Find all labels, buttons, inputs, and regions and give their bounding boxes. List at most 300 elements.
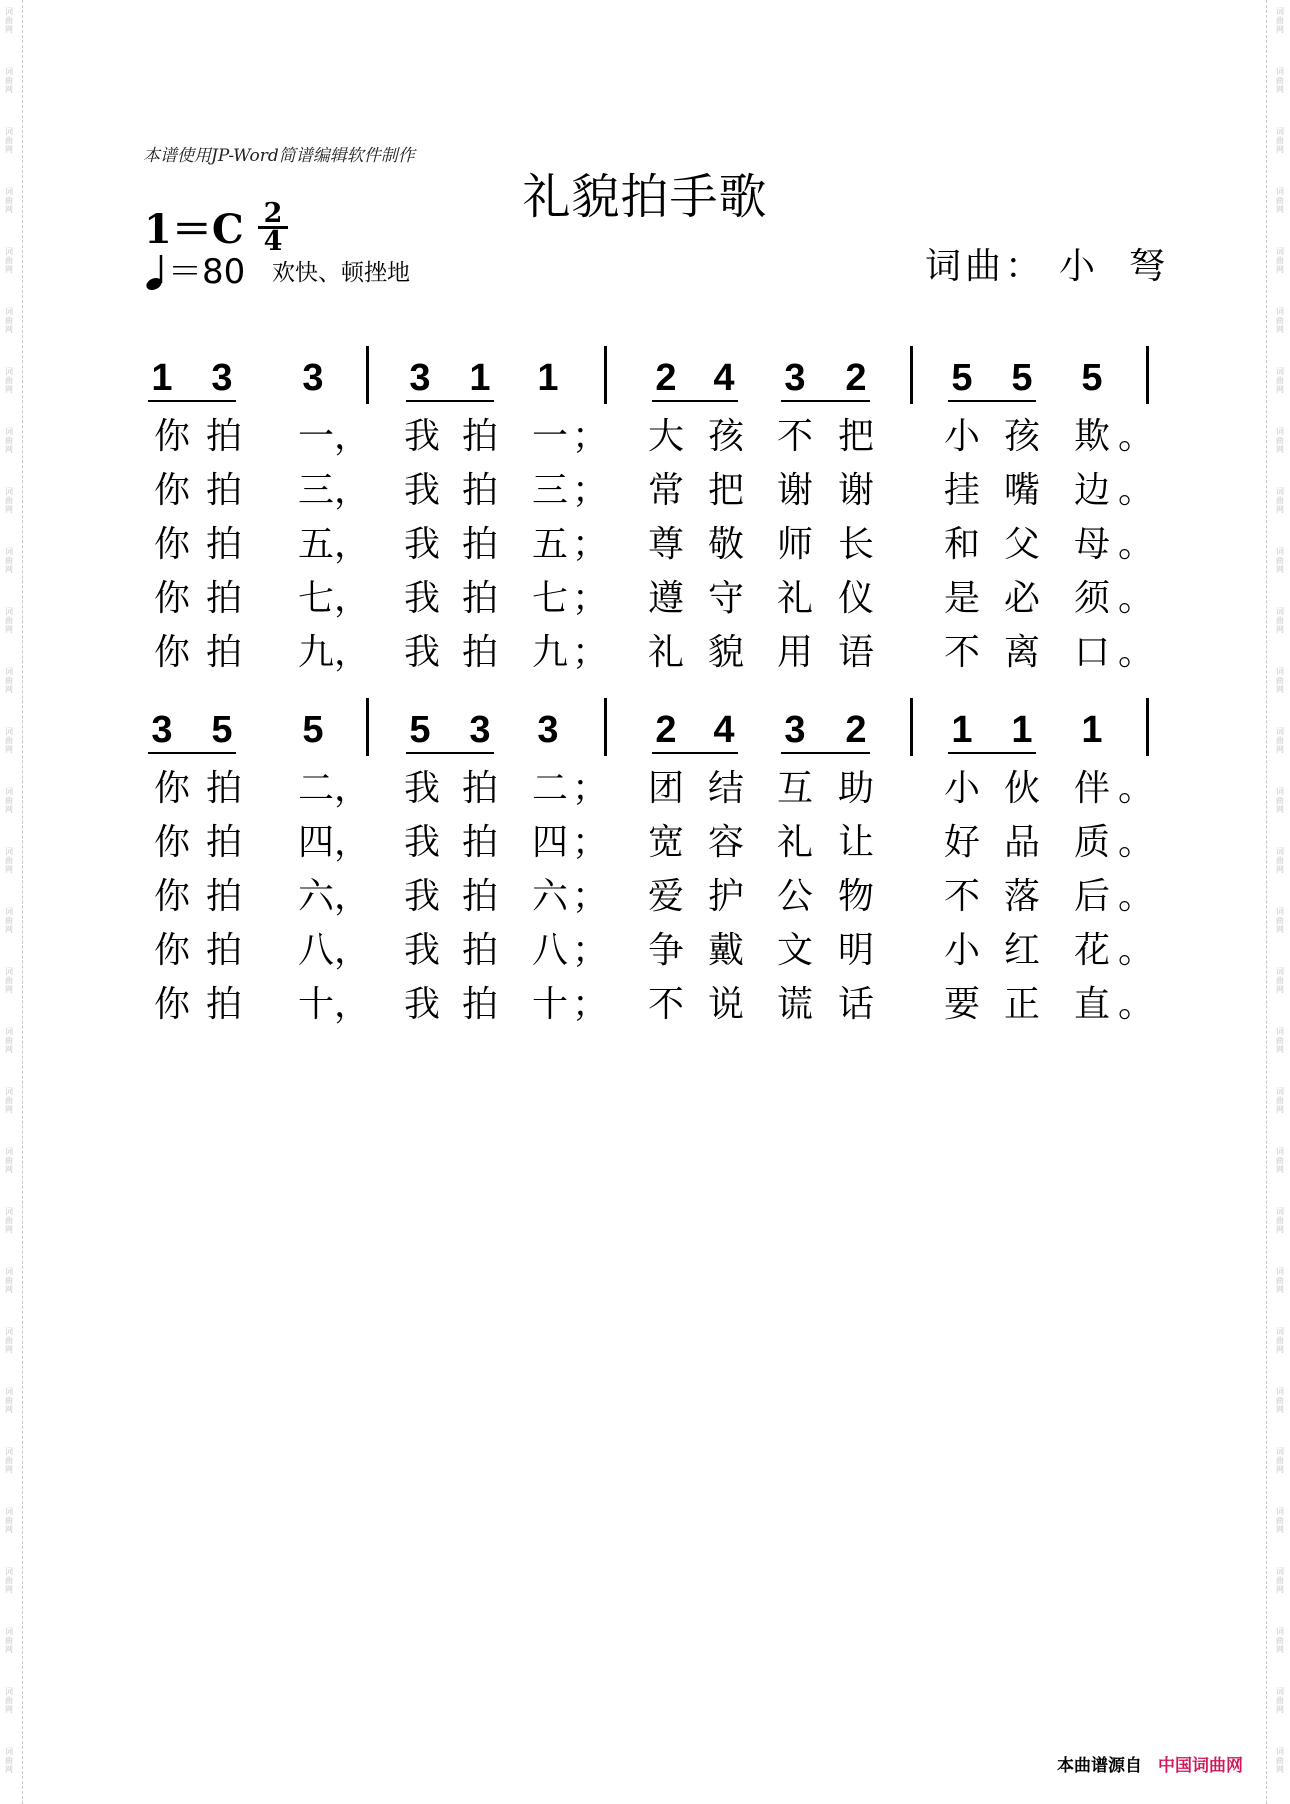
lyric-char: 直 <box>1073 984 1110 1025</box>
lyric-char: 孩 <box>707 416 744 457</box>
note: 3 <box>151 709 173 751</box>
lyric-char: 你 <box>153 768 190 809</box>
lyric-line <box>0 410 1290 464</box>
lyric-char: 六 <box>297 876 334 917</box>
watermark-char: 曲 <box>1276 976 1284 985</box>
watermark-char: 词 <box>1276 1387 1284 1396</box>
watermark-char: 曲 <box>5 1516 13 1525</box>
lyric-char: 拍 <box>461 416 498 457</box>
lyric-char: 让 <box>837 822 874 863</box>
note: 2 <box>655 357 677 399</box>
watermark-char: 网 <box>5 805 13 814</box>
watermark-char: 词 <box>1276 1267 1284 1276</box>
note-underline <box>148 400 236 402</box>
note-underline <box>406 752 494 754</box>
lyric-char: 好 <box>943 822 980 863</box>
watermark-char: 词 <box>5 1147 13 1156</box>
watermark-char: 曲 <box>5 316 13 325</box>
lyric-char: 须 <box>1073 578 1110 619</box>
watermark-char: 网 <box>1276 145 1284 154</box>
lyric-char: 说 <box>707 984 744 1025</box>
watermark-char: 词 <box>1276 487 1284 496</box>
watermark-char: 曲 <box>1276 256 1284 265</box>
lyric-char: 结 <box>707 768 744 809</box>
lyric-char: 小 <box>943 768 980 809</box>
note: 4 <box>713 357 735 399</box>
note: 1 <box>1011 709 1033 751</box>
lyric-char: 。 <box>1117 524 1154 565</box>
lyric-char: 话 <box>837 984 874 1025</box>
note: 1 <box>537 357 559 399</box>
note: 1 <box>469 357 491 399</box>
watermark-char: 词 <box>5 367 13 376</box>
watermark-char: 网 <box>5 325 13 334</box>
time-signature <box>258 198 288 257</box>
lyric-char: 。 <box>1117 876 1154 917</box>
watermark-char: 曲 <box>5 376 13 385</box>
footer-prefix: 本曲谱源自 <box>1057 1756 1142 1776</box>
watermark-char: 曲 <box>5 1456 13 1465</box>
watermark-char: 网 <box>5 1225 13 1234</box>
lyric-char: 六 <box>531 876 568 917</box>
lyric-char: 。 <box>1117 470 1154 511</box>
watermark-char: 网 <box>1276 1765 1284 1774</box>
lyric-char: 拍 <box>461 632 498 673</box>
watermark-char: 曲 <box>1276 736 1284 745</box>
watermark-char: 曲 <box>5 1216 13 1225</box>
lyric-char: 拍 <box>205 470 242 511</box>
bar-line <box>1146 346 1149 404</box>
footer-source-link[interactable]: 中国词曲网 <box>1158 1756 1243 1776</box>
watermark-char: 词 <box>1276 1327 1284 1336</box>
lyric-char: 拍 <box>205 524 242 565</box>
watermark-char: 曲 <box>1276 616 1284 625</box>
lyric-char: 拍 <box>205 632 242 673</box>
lyric-char: 七 <box>297 578 334 619</box>
watermark-char: 网 <box>1276 1405 1284 1414</box>
watermark-char: 曲 <box>1276 136 1284 145</box>
watermark-char: 词 <box>5 1267 13 1276</box>
note: 2 <box>655 709 677 751</box>
lyric-char: 貌 <box>707 632 744 673</box>
watermark-char: 词 <box>5 547 13 556</box>
note-underline <box>948 400 1036 402</box>
watermark-char: 词 <box>5 67 13 76</box>
lyric-char: 谢 <box>776 470 813 511</box>
watermark-char: 网 <box>5 1165 13 1174</box>
lyric-char: 和 <box>943 524 980 565</box>
lyric-char: 小 <box>943 930 980 971</box>
watermark-char: 曲 <box>5 1336 13 1345</box>
lyric-char: 父 <box>1003 524 1040 565</box>
lyric-char: 拍 <box>461 768 498 809</box>
watermark-char: 词 <box>1276 367 1284 376</box>
lyric-char: 不 <box>943 632 980 673</box>
lyric-char: 九 <box>297 632 334 673</box>
note-underline <box>148 752 236 754</box>
note: 5 <box>409 709 431 751</box>
lyric-char: 拍 <box>205 930 242 971</box>
note: 5 <box>211 709 233 751</box>
lyric-char: 常 <box>647 470 684 511</box>
watermark-char: 词 <box>1276 1627 1284 1636</box>
watermark-char: 网 <box>5 925 13 934</box>
watermark-char: 词 <box>1276 1147 1284 1156</box>
watermark-char: 曲 <box>1276 1336 1284 1345</box>
lyric-char: 文 <box>776 930 813 971</box>
watermark-char: 词 <box>1276 1087 1284 1096</box>
watermark-char: 词 <box>5 1567 13 1576</box>
lyric-char: 七 <box>531 578 568 619</box>
lyric-char: ， <box>333 822 370 863</box>
lyric-char: 不 <box>776 416 813 457</box>
watermark-char: 词 <box>1276 67 1284 76</box>
lyric-char: 花 <box>1073 930 1110 971</box>
lyric-char: 礼 <box>776 822 813 863</box>
watermark-char: 网 <box>1276 1165 1284 1174</box>
note: 3 <box>784 709 806 751</box>
watermark-char: 曲 <box>1276 1456 1284 1465</box>
watermark-char: 曲 <box>1276 1096 1284 1105</box>
lyric-char: 长 <box>837 524 874 565</box>
watermark-char: 网 <box>1276 1465 1284 1474</box>
watermark-char: 词 <box>1276 967 1284 976</box>
lyric-char: 三 <box>531 470 568 511</box>
watermark-char: 网 <box>5 1405 13 1414</box>
lyric-char: 敬 <box>707 524 744 565</box>
note-underline <box>652 400 738 402</box>
note: 3 <box>409 357 431 399</box>
lyric-char: 要 <box>943 984 980 1025</box>
lyric-char: 拍 <box>461 822 498 863</box>
watermark-char: 词 <box>5 847 13 856</box>
lyric-char: 欺 <box>1073 416 1110 457</box>
lyric-char: 物 <box>837 876 874 917</box>
watermark-char: 网 <box>5 565 13 574</box>
watermark-char: 词 <box>1276 247 1284 256</box>
note-underline <box>781 400 870 402</box>
lyric-char: 争 <box>647 930 684 971</box>
watermark-char: 网 <box>1276 1285 1284 1294</box>
author-name: 小弩 <box>1059 246 1200 287</box>
watermark-char: 曲 <box>5 856 13 865</box>
lyric-char: ； <box>571 876 608 917</box>
lyric-char: 红 <box>1003 930 1040 971</box>
tempo-marking: 欢快、顿挫地 <box>272 260 410 286</box>
song-title: 礼貌拍手歌 <box>522 169 768 225</box>
watermark-char: 词 <box>1276 667 1284 676</box>
watermark-char: 网 <box>5 265 13 274</box>
watermark-char: 曲 <box>5 1276 13 1285</box>
lyric-char: 我 <box>403 578 440 619</box>
watermark-char: 网 <box>5 25 13 34</box>
watermark-char: 词 <box>1276 727 1284 736</box>
watermark-char: 曲 <box>5 16 13 25</box>
watermark-char: 曲 <box>5 976 13 985</box>
watermark-char: 曲 <box>1276 1036 1284 1045</box>
note: 5 <box>302 709 324 751</box>
notes-line <box>0 710 1290 770</box>
watermark-char: 曲 <box>5 1576 13 1585</box>
watermark-char: 曲 <box>5 1036 13 1045</box>
lyric-char: 尊 <box>647 524 684 565</box>
watermark-char: 词 <box>5 1747 13 1756</box>
lyric-char: ； <box>571 930 608 971</box>
lyric-char: 伙 <box>1003 768 1040 809</box>
watermark-char: 网 <box>1276 985 1284 994</box>
watermark-char: 词 <box>1276 1507 1284 1516</box>
watermark-char: 词 <box>5 187 13 196</box>
bar-line <box>366 346 369 404</box>
lyric-char: 四 <box>531 822 568 863</box>
watermark-char: 词 <box>1276 187 1284 196</box>
watermark-char: 曲 <box>1276 1156 1284 1165</box>
lyric-char: ； <box>571 632 608 673</box>
watermark-char: 曲 <box>1276 1396 1284 1405</box>
watermark-char: 词 <box>5 7 13 16</box>
watermark-char: 网 <box>5 385 13 394</box>
lyric-char: 护 <box>707 876 744 917</box>
watermark-char: 网 <box>1276 325 1284 334</box>
note: 3 <box>537 709 559 751</box>
lyric-char: 拍 <box>205 984 242 1025</box>
lyric-char: 明 <box>837 930 874 971</box>
lyric-char: 十 <box>297 984 334 1025</box>
lyric-char: 拍 <box>205 578 242 619</box>
watermark-char: 网 <box>1276 865 1284 874</box>
watermark-char: 词 <box>5 1447 13 1456</box>
lyric-char: 二 <box>531 768 568 809</box>
note: 2 <box>845 709 867 751</box>
watermark-char: 曲 <box>5 736 13 745</box>
lyric-char: 二 <box>297 768 334 809</box>
watermark-char: 词 <box>5 727 13 736</box>
watermark-char: 曲 <box>5 136 13 145</box>
lyric-char: 我 <box>403 416 440 457</box>
watermark-char: 曲 <box>1276 556 1284 565</box>
lyric-char: 。 <box>1117 984 1154 1025</box>
note: 5 <box>1011 357 1033 399</box>
watermark-char: 曲 <box>5 256 13 265</box>
watermark-char: 网 <box>1276 1585 1284 1594</box>
notes-line <box>0 358 1290 418</box>
lyric-line <box>0 978 1290 1032</box>
watermark-char: 曲 <box>5 436 13 445</box>
lyric-char: 我 <box>403 822 440 863</box>
lyric-char: 你 <box>153 632 190 673</box>
lyric-char: 拍 <box>461 578 498 619</box>
watermark-char: 网 <box>5 1345 13 1354</box>
watermark-char: 词 <box>5 1207 13 1216</box>
key-signature: 1＝C <box>144 206 244 253</box>
lyric-char: 离 <box>1003 632 1040 673</box>
lyric-char: 拍 <box>461 930 498 971</box>
watermark-char: 词 <box>5 1327 13 1336</box>
bar-line <box>1146 698 1149 756</box>
watermark-char: 曲 <box>5 1396 13 1405</box>
watermark-char: 曲 <box>1276 796 1284 805</box>
lyric-line <box>0 572 1290 626</box>
watermark-char: 网 <box>5 1045 13 1054</box>
watermark-char: 曲 <box>1276 1576 1284 1585</box>
watermark-char: 网 <box>1276 925 1284 934</box>
watermark-char: 词 <box>1276 787 1284 796</box>
watermark-char: 网 <box>1276 205 1284 214</box>
watermark-char: 网 <box>1276 385 1284 394</box>
lyric-char: 我 <box>403 470 440 511</box>
watermark-char: 曲 <box>5 796 13 805</box>
quarter-note-icon <box>144 252 166 292</box>
lyric-char: 把 <box>707 470 744 511</box>
watermark-char: 网 <box>1276 1045 1284 1054</box>
watermark-char: 网 <box>1276 1345 1284 1354</box>
watermark-char: 网 <box>5 445 13 454</box>
lyric-char: ， <box>333 984 370 1025</box>
note: 1 <box>151 357 173 399</box>
watermark-char: 曲 <box>5 676 13 685</box>
note: 2 <box>845 357 867 399</box>
lyric-char: 互 <box>776 768 813 809</box>
lyric-char: 你 <box>153 416 190 457</box>
watermark-char: 网 <box>1276 445 1284 454</box>
lyric-char: 大 <box>647 416 684 457</box>
watermark-char: 词 <box>5 787 13 796</box>
lyric-char: 。 <box>1117 768 1154 809</box>
lyric-char: ， <box>333 524 370 565</box>
note: 4 <box>713 709 735 751</box>
lyric-char: 八 <box>531 930 568 971</box>
watermark-char: 词 <box>5 427 13 436</box>
lyric-char: ； <box>571 524 608 565</box>
watermark-char: 曲 <box>1276 856 1284 865</box>
lyric-char: 小 <box>943 416 980 457</box>
lyric-line <box>0 626 1290 680</box>
lyric-char: 我 <box>403 768 440 809</box>
lyric-char: 团 <box>647 768 684 809</box>
lyric-char: 挂 <box>943 470 980 511</box>
note: 5 <box>951 357 973 399</box>
note: 1 <box>951 709 973 751</box>
watermark-char: 网 <box>5 1525 13 1534</box>
lyric-char: ， <box>333 578 370 619</box>
lyric-char: 你 <box>153 524 190 565</box>
note-underline <box>652 752 738 754</box>
lyric-char: 是 <box>943 578 980 619</box>
lyric-char: 用 <box>776 632 813 673</box>
watermark-char: 网 <box>5 625 13 634</box>
watermark-char: 词 <box>1276 427 1284 436</box>
watermark-char: 曲 <box>1276 676 1284 685</box>
watermark-char: 曲 <box>1276 436 1284 445</box>
watermark-char: 网 <box>5 1585 13 1594</box>
lyric-char: 我 <box>403 984 440 1025</box>
watermark-char: 词 <box>5 1627 13 1636</box>
lyric-char: 你 <box>153 930 190 971</box>
watermark-char: 网 <box>5 1705 13 1714</box>
lyric-char: 孩 <box>1003 416 1040 457</box>
lyric-char: 宽 <box>647 822 684 863</box>
lyric-char: 伴 <box>1073 768 1110 809</box>
watermark-char: 词 <box>1276 127 1284 136</box>
lyric-char: 后 <box>1073 876 1110 917</box>
lyric-char: 礼 <box>647 632 684 673</box>
lyric-char: 师 <box>776 524 813 565</box>
lyricist-composer <box>925 238 1199 289</box>
watermark-char: 词 <box>1276 7 1284 16</box>
lyric-char: 落 <box>1003 876 1040 917</box>
lyric-char: 戴 <box>707 930 744 971</box>
lyric-char: ； <box>571 768 608 809</box>
watermark-char: 曲 <box>5 1156 13 1165</box>
watermark-char: 曲 <box>1276 76 1284 85</box>
watermark-char: 曲 <box>5 196 13 205</box>
bar-line <box>910 346 913 404</box>
watermark-char: 词 <box>5 667 13 676</box>
lyric-char: 你 <box>153 984 190 1025</box>
lyric-char: 谢 <box>837 470 874 511</box>
lyric-char: 五 <box>297 524 334 565</box>
lyric-char: ； <box>571 470 608 511</box>
note: 3 <box>211 357 233 399</box>
lyric-char: 仪 <box>837 578 874 619</box>
note-underline <box>948 752 1036 754</box>
lyric-char: 拍 <box>461 470 498 511</box>
watermark-char: 网 <box>5 985 13 994</box>
watermark-char: 曲 <box>1276 1756 1284 1765</box>
watermark-char: 词 <box>1276 847 1284 856</box>
watermark-char: 曲 <box>5 1096 13 1105</box>
watermark-char: 网 <box>5 85 13 94</box>
watermark-char: 网 <box>1276 25 1284 34</box>
lyric-char: 。 <box>1117 416 1154 457</box>
watermark-char: 词 <box>5 247 13 256</box>
bar-line <box>910 698 913 756</box>
watermark-char: 词 <box>1276 1207 1284 1216</box>
watermark-char: 网 <box>5 1765 13 1774</box>
note: 3 <box>784 357 806 399</box>
watermark-char: 曲 <box>1276 376 1284 385</box>
watermark-char: 曲 <box>1276 316 1284 325</box>
note-underline <box>406 400 494 402</box>
watermark-char: 网 <box>5 505 13 514</box>
lyric-char: ， <box>333 930 370 971</box>
watermark-char: 曲 <box>1276 1216 1284 1225</box>
watermark-char: 网 <box>1276 805 1284 814</box>
watermark-char: 曲 <box>1276 496 1284 505</box>
watermark-char: 词 <box>5 1387 13 1396</box>
lyric-char: 四 <box>297 822 334 863</box>
watermark-char: 网 <box>1276 1645 1284 1654</box>
watermark-char: 网 <box>1276 745 1284 754</box>
watermark-char: 曲 <box>1276 196 1284 205</box>
lyric-line <box>0 924 1290 978</box>
watermark-char: 曲 <box>5 1696 13 1705</box>
lyric-char: 八 <box>297 930 334 971</box>
lyric-char: 遵 <box>647 578 684 619</box>
watermark-char: 曲 <box>1276 916 1284 925</box>
watermark-char: 网 <box>1276 1705 1284 1714</box>
watermark-char: 曲 <box>5 1756 13 1765</box>
lyric-char: ； <box>571 578 608 619</box>
lyric-line <box>0 762 1290 816</box>
lyric-char: 十 <box>531 984 568 1025</box>
time-signature-denominator: 4 <box>263 226 283 257</box>
lyric-char: ， <box>333 416 370 457</box>
lyric-char: 边 <box>1073 470 1110 511</box>
lyric-char: 你 <box>153 822 190 863</box>
watermark-char: 词 <box>5 607 13 616</box>
lyric-char: 拍 <box>205 416 242 457</box>
